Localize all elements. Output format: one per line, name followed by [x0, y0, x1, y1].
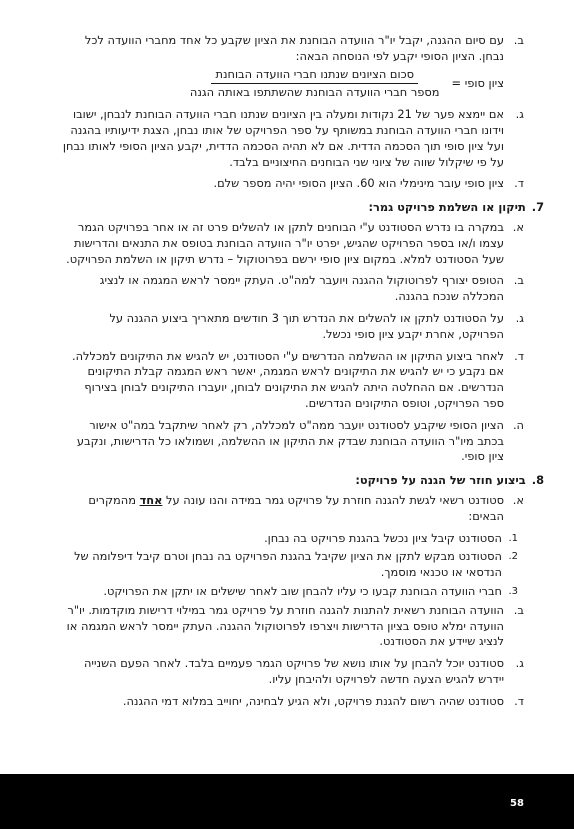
item-label: ב.: [513, 273, 524, 288]
item-text: הוועדה הבוחנת רשאית להתנות להגנה חוזרת על פרויקט גמר במילוי דרישות מוקדמות. יו"ר הוועדה ימלא טופס בציון הדרישות ויצרפו לפרוטוקול ההגנה. העתק יימסר לראש המגמה או לנציג שיידע את הסטודנט.: [66, 602, 504, 649]
item-text: לאחר ביצוע התיקון או ההשלמה הנדרשים ע"י הסטודנט, יש להגיש את התיקונים למכללה. אם נקבע כי יש להגיש את התיקונים לראש המגמה, יאשר ראש המגמה קבלת התיקונים הנדרשים. אם ההחלטה היתה להגיש את התיקונים לבוחן, יועברו התיקונים לבוחן בצירוף ספר הפרויקט, וטופס התיקונים הנדרשים.: [72, 348, 504, 410]
section-7-heading: [62, 200, 544, 216]
subitem-text: הסטודנט מבקש לתקן את הציון שקיבל בהגנת הפרויקט בה נבחן וטרם קיבל דיפלומה של הנדסאי או טכנאי מוסמך.: [74, 549, 502, 580]
final-grade-formula: [62, 67, 504, 102]
item-8b: [62, 603, 524, 650]
item-label: ב.: [513, 33, 524, 47]
formula-numerator: סכום הציונים שנתנו חברי הוועדה הבוחנת: [211, 67, 418, 85]
subitem-8a-3: [62, 584, 524, 600]
section-8-heading: [62, 473, 544, 489]
item-label: ד.: [514, 348, 524, 363]
item-text-after: מהמקרים הבאים:: [88, 492, 504, 523]
formula-fraction: [186, 67, 444, 102]
item-text: אם יימצא פער של 21 נקודות ומעלה בין הציונים שנתנו חברי הוועדה הבוחנת לנבחן, ישובו וידונו חברי הוועדה הבוחנת במשותף על ספר הפרויקט של אותו נבחן, הצגת ידיעותיו בהגנה ועל ציון סופי תוך הסכמה הדדית. אם לא תהיה הסכמה הדדית, יקבע הציון הסופי לאותו נבחן על פי שיקלול שווה של ציוני שני הבוחנים החיצוניים בלבד.: [62, 107, 504, 169]
item-7b: [62, 273, 524, 305]
item-label: ג.: [515, 310, 524, 325]
item-text: סטודנט יוכל להבחן על אותו נושא של פרויקט הגמר פעמיים בלבד. לאחר הפעם השנייה יידרש להגיש הצעה חדשה לפרויקט ולהיבחן עליו.: [83, 656, 504, 686]
item-text: במקרה בו נדרש הסטודנט ע"י הבוחנים לתקן או להשלים פרט זה או אחר בפרויקט הגמר עצמו ו/או בספר הפרויקט שהגיש, יפרט יו"ר הוועדה הבוחנת בטופס את התנאים והדרישות שעל הסטודנט למלא. במקום ציון סופי ירשם בפרוטוקול – נדרש תיקון או השלמת הפרויקט.: [66, 219, 504, 266]
formula-denominator: מספר חברי הוועדה הבוחנת שהשתתפו באותה הגנה: [189, 85, 440, 100]
item-text: על הסטודנט לתקן או להשלים את הנדרש תוך 3 חודשים מתאריך ביצוע ההגנה על הפרויקט, אחרת יקבע ציון סופי נכשל.: [109, 310, 504, 341]
item-text: עם סיום ההגנה, יקבל יו"ר הוועדה הבוחנת את הציון שקבע כל אחד מחברי הוועדה לכל נבחן. הציון הסופי יקבע לפי הנוסחה הבאה:: [84, 33, 504, 63]
item-7h: [62, 418, 524, 465]
item-text-before: סטודנט רשאי לגשת להגנה חוזרת על פרויקט גמר במידה והנו עונה על: [162, 492, 504, 507]
page-footer: [0, 774, 574, 829]
subitem-label: 1.: [508, 532, 518, 544]
item-label: ד.: [514, 693, 524, 708]
subitem-label: 2.: [508, 551, 518, 563]
section-number: 7.: [531, 200, 544, 215]
item-label: ג.: [515, 656, 524, 671]
item-text: הציון הסופי שיקבע לסטודנט יועבר ממה"ט למכללה, רק לאחר שיתקבל במה"ט אישור בכתב מיו"ר הוועדה הבוחנת שבדק את התיקון או ההשלמה, ושמולאו כל הדרישות, ונקבע ציון סופי.: [76, 417, 504, 464]
item-6b: [62, 33, 524, 101]
item-6d: [62, 176, 524, 192]
page-number: 58: [510, 798, 524, 809]
subitem-8a-1: [62, 531, 524, 547]
subitem-label: 3.: [508, 585, 518, 597]
item-text: ציון סופי עובר מינימלי הוא 60. הציון הסופי יהיה מספר שלם.: [213, 176, 504, 191]
item-label: ב.: [513, 602, 524, 617]
section-title: ביצוע חוזר של הגנה על פרויקט:: [355, 473, 526, 488]
item-label: א.: [512, 219, 524, 234]
item-8g: [62, 656, 524, 688]
item-8d: [62, 694, 524, 710]
section-title: תיקון או השלמת פרויקט גמר:: [368, 200, 526, 215]
document-body: [62, 33, 544, 715]
item-label: ה.: [512, 417, 524, 432]
item-6g: [62, 107, 524, 170]
item-label: א.: [512, 492, 524, 507]
formula-lhs: ציון סופי =: [451, 75, 504, 90]
item-text: הטופס יצורף לפרוטוקול ההגנה ויועבר למה"ט. העתק יימסר לראש המגמה או לנציג המכללה שנכח בהגנה.: [99, 273, 504, 304]
subitem-text: חברי הוועדה הבוחנת קבעו כי עליו להבחן שוב לאחר שישלים או יתקן את הפרויקט.: [103, 583, 502, 598]
item-7g: [62, 311, 524, 343]
subitem-8a-2: [62, 549, 524, 581]
item-7a: [62, 220, 524, 267]
section-number: 8.: [531, 473, 544, 488]
item-label: ד.: [514, 176, 524, 191]
item-7d: [62, 349, 524, 412]
item-8a: [62, 493, 524, 525]
item-text: סטודנט שהיה רשום להגנת פרויקט, ולא הגיע לבחינה, יחוייב במלוא דמי ההגנה.: [122, 693, 504, 708]
item-label: ג.: [515, 107, 524, 122]
subitem-text: הסטודנט קיבל ציון נכשל בהגנת פרויקט בה נבחן.: [264, 530, 502, 545]
item-emphasis: אחד: [139, 492, 163, 507]
